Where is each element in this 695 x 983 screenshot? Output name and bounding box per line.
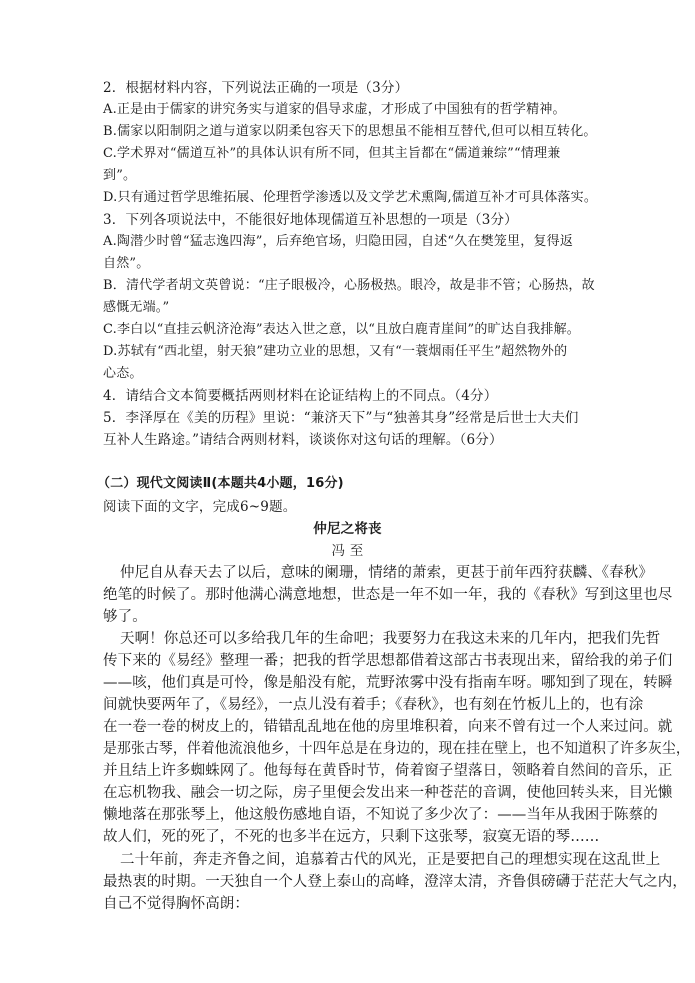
section-heading: （二）现代文阅读Ⅱ(本题共4小题，16分)	[97, 476, 344, 491]
story-paragraph-2-line-10: 故人们，死的死了，不死的也多半在远方，只剩下这张琴，寂寞无语的琴……	[103, 829, 600, 845]
story-paragraph-3-line-3: 自己不觉得胸怀高朗：	[103, 896, 249, 912]
story-paragraph-3-line-2: 最热衷的时期。一天独自一个人登上泰山的高峰，澄滓太清，齐鲁俱磅礴于茫茫大气之内，	[103, 874, 687, 890]
question-2-option-c-cont: 到”。	[103, 168, 137, 183]
question-2-option-b: B.儒家以阳制阴之道与道家以阴柔包容天下的思想虽不能相互替代,但可以相互转化。	[103, 124, 597, 139]
story-paragraph-1-line-3: 够了。	[103, 609, 147, 625]
article-title: 仲尼之将丧	[313, 521, 382, 537]
question-3-option-c: C.李白以“直挂云帆济沧海”表达入世之意，以“且放白鹿青崖间”的旷达自我排解。	[103, 322, 581, 337]
section-instruction: 阅读下面的文字，完成6~9题。	[103, 499, 297, 515]
question-2-option-d: D.只有通过哲学思维拓展、伦理哲学渗透以及文学艺术熏陶,儒道互补才可具体落实。	[103, 190, 598, 205]
story-paragraph-2-line-7: 并且结上许多蜘蛛网了。他每每在黄昏时节，倚着窗子望落日，领略着自然间的音乐，正	[103, 763, 673, 779]
question-2-stem: 2．根据材料内容，下列说法正确的一项是（3分）	[103, 80, 409, 96]
story-paragraph-2-line-5: 在一卷一卷的树皮上的，错错乱乱地在他的房里堆积着，向来不曾有过一个人来过问。就	[103, 719, 673, 735]
story-paragraph-2-line-9: 懒地落在那张琴上，他这般伤感地自语，不知说了多少次了：——当年从我困于陈蔡的	[103, 807, 658, 823]
story-paragraph-1-line-2: 绝笔的时候了。那时他满心满意地想，世态是一年不如一年，我的《春秋》写到这里也尽	[103, 587, 673, 603]
question-4: 4．请结合文本简要概括两则材料在论证结构上的不同点。（4分）	[103, 388, 498, 404]
story-paragraph-2-line-4: 间就快要两年了，《易经》，一点儿没有着手；《春秋》，也有刻在竹板儿上的，也有涂	[103, 697, 644, 713]
question-3-stem: 3．下列各项说法中，不能很好地体现儒道互补思想的一项是（3分）	[103, 212, 518, 228]
question-5-line-1: 5．李泽厚在《美的历程》里说：“兼济天下”与“独善其身”经常是后世士大夫们	[103, 410, 579, 426]
question-3-option-a: A.陶潜少时曾“猛志逸四海”，后弃绝官场，归隐田园，自述“久在樊笼里，复得返	[103, 234, 574, 249]
story-paragraph-2-line-2: 传下来的《易经》整理一番；把我的哲学思想都借着这部古书表现出来，留给我的弟子们	[103, 653, 673, 669]
story-paragraph-2-line-3: ——咳，他们真是可怜，像是船没有舵，荒野浓雾中没有指南车呀。哪知到了现在，转瞬	[103, 675, 673, 691]
question-3-option-b: B．清代学者胡文英曾说：“庄子眼极冷，心肠极热。眼冷，故是非不管；心肠热，故	[103, 278, 595, 293]
question-3-option-d-cont: 心态。	[103, 366, 143, 381]
question-2-option-a: A.正是由于儒家的讲究务实与道家的倡导求虚，才形成了中国独有的哲学精神。	[103, 102, 566, 117]
question-2-option-c: C.学术界对“儒道互补”的具体认识有所不同，但其主旨都在“儒道兼综”“情理兼	[103, 146, 561, 161]
question-3-option-d: D.苏轼有“西北望，射天狼”建功立业的思想，又有“一蓑烟雨任平生”超然物外的	[103, 344, 568, 359]
story-paragraph-2-line-6: 是那张古琴，伴着他流浪他乡，十四年总是在身边的，现在挂在壁上，也不知道积了许多灰尘，	[103, 741, 690, 757]
story-paragraph-3-line-1: 二十年前，奔走齐鲁之间，追慕着古代的风光，正是要把自己的理想实现在这乱世上	[120, 852, 661, 868]
story-paragraph-1-line-1: 仲尼自从春天去了以后，意味的阑珊，情绪的萧索，更甚于前年西狩获麟、《春秋》	[120, 565, 653, 581]
question-3-option-b-cont: 感慨无端。”	[103, 300, 170, 315]
story-paragraph-2-line-8: 在忘机物我、融会一切之际，房子里便会发出来一种苍茫的音调，使他回转头来，目光懒	[103, 785, 673, 801]
story-paragraph-2-line-1: 天啊！你总还可以多给我几年的生命吧；我要努力在我这未来的几年内，把我们先哲	[120, 631, 661, 647]
question-5-line-2: 互补人生路途。”请结合两则材料，谈谈你对这句话的理解。（6分）	[103, 432, 503, 448]
article-author: 冯 至	[331, 543, 364, 559]
question-3-option-a-cont: 自然”。	[103, 256, 150, 271]
